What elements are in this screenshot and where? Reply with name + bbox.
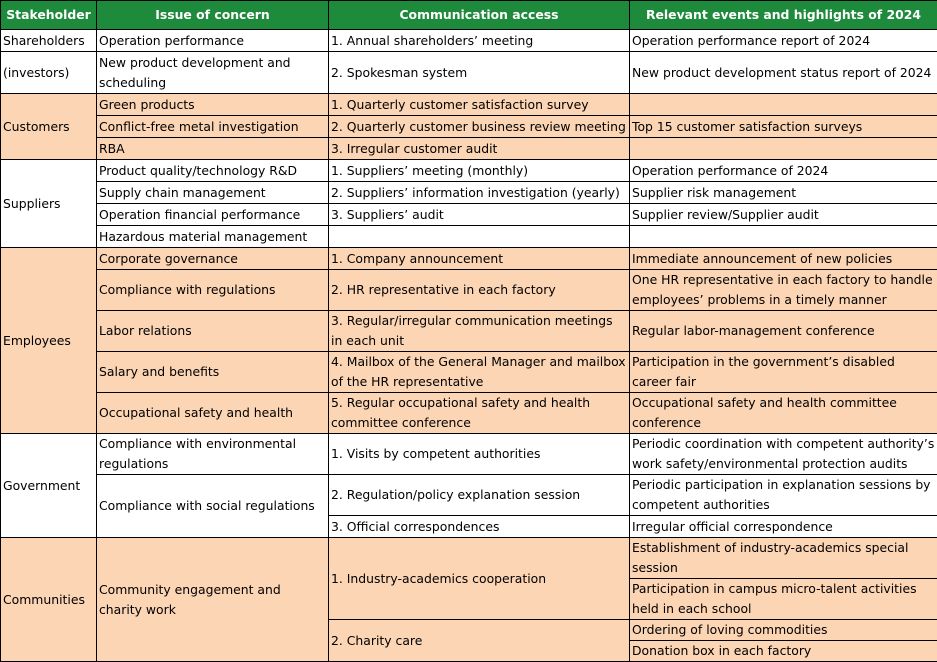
event-cell: Periodic participation in explanation sessions by competent authorities [630, 475, 937, 516]
access-cell: 3. Suppliers’ audit [329, 204, 630, 226]
event-cell: Donation box in each factory [630, 641, 937, 662]
stakeholder-cell: (investors) [1, 52, 97, 94]
access-cell: 2. Quarterly customer business review meeting [329, 116, 630, 138]
event-cell: Periodic coordination with competent authority’s work safety/environmental protection audits [630, 434, 937, 475]
event-cell: Establishment of industry-academics special session [630, 538, 937, 579]
issue-cell: Supply chain management [97, 182, 329, 204]
header-events: Relevant events and highlights of 2024 [630, 1, 937, 30]
access-cell: 2. Spokesman system [329, 52, 630, 94]
access-cell: 1. Company announcement [329, 248, 630, 270]
event-cell: Occupational safety and health committee conference [630, 393, 937, 434]
issue-cell: Compliance with environmental regulations [97, 434, 329, 475]
issue-cell: Occupational safety and health [97, 393, 329, 434]
issue-cell: Hazardous material management [97, 226, 329, 248]
issue-cell: Conflict-free metal investigation [97, 116, 329, 138]
access-cell: 3. Regular/irregular communication meetings in each unit [329, 311, 630, 352]
table-row [1, 475, 937, 516]
header-issue: Issue of concern [97, 1, 329, 30]
issue-cell: Community engagement and charity work [97, 538, 329, 662]
event-cell: Immediate announcement of new policies [630, 248, 937, 270]
event-cell: Regular labor-management conference [630, 311, 937, 352]
stakeholder-cell: Suppliers [1, 160, 97, 248]
stakeholder-cell: Employees [1, 248, 97, 434]
table-row [1, 226, 937, 248]
event-cell: Ordering of loving commodities [630, 620, 937, 641]
issue-cell: Operation performance [97, 30, 329, 52]
issue-cell: Compliance with social regulations [97, 475, 329, 538]
access-cell: 4. Mailbox of the General Manager and mailbox of the HR representative [329, 352, 630, 393]
event-cell [630, 138, 937, 160]
event-cell: Supplier review/Supplier audit [630, 204, 937, 226]
issue-cell: Product quality/technology R&D [97, 160, 329, 182]
table-row [1, 94, 937, 116]
event-cell [630, 226, 937, 248]
issue-cell: Corporate governance [97, 248, 329, 270]
issue-cell: Green products [97, 94, 329, 116]
access-cell: 3. Official correspondences [329, 516, 630, 538]
issue-cell: Labor relations [97, 311, 329, 352]
event-cell: Operation performance report of 2024 [630, 30, 937, 52]
access-cell: 5. Regular occupational safety and health committee conference [329, 393, 630, 434]
table-row [1, 538, 937, 579]
table-row [1, 311, 937, 352]
issue-cell: RBA [97, 138, 329, 160]
access-cell: 1. Quarterly customer satisfaction survey [329, 94, 630, 116]
table-row [1, 52, 937, 94]
event-cell: Irregular official correspondence [630, 516, 937, 538]
access-cell: 1. Annual shareholders’ meeting [329, 30, 630, 52]
access-cell: 2. Regulation/policy explanation session [329, 475, 630, 516]
header-row [1, 1, 937, 30]
access-cell [329, 226, 630, 248]
event-cell: Supplier risk management [630, 182, 937, 204]
table-row [1, 434, 937, 475]
table-row [1, 204, 937, 226]
event-cell: Participation in campus micro-talent activities held in each school [630, 579, 937, 620]
table-row [1, 182, 937, 204]
issue-cell: Operation financial performance [97, 204, 329, 226]
header-communication: Communication access [329, 1, 630, 30]
header-stakeholder: Stakeholder [1, 1, 97, 30]
access-cell: 3. Irregular customer audit [329, 138, 630, 160]
event-cell [630, 94, 937, 116]
access-cell: 2. HR representative in each factory [329, 270, 630, 311]
access-cell: 1. Suppliers’ meeting (monthly) [329, 160, 630, 182]
table-row [1, 352, 937, 393]
event-cell: Operation performance of 2024 [630, 160, 937, 182]
table-row [1, 116, 937, 138]
table-row [1, 138, 937, 160]
event-cell: One HR representative in each factory to handle employees’ problems in a timely manner [630, 270, 937, 311]
issue-cell: New product development and scheduling [97, 52, 329, 94]
stakeholder-cell: Government [1, 434, 97, 538]
access-cell: 2. Charity care [329, 620, 630, 662]
table-row [1, 270, 937, 311]
access-cell: 1. Industry-academics cooperation [329, 538, 630, 620]
access-cell: 2. Suppliers’ information investigation (yearly) [329, 182, 630, 204]
access-cell: 1. Visits by competent authorities [329, 434, 630, 475]
issue-cell: Salary and benefits [97, 352, 329, 393]
table-row [1, 248, 937, 270]
event-cell: Top 15 customer satisfaction surveys [630, 116, 937, 138]
stakeholder-cell: Customers [1, 94, 97, 160]
event-cell: Participation in the government’s disabled career fair [630, 352, 937, 393]
stakeholder-cell: Shareholders [1, 30, 97, 52]
issue-cell: Compliance with regulations [97, 270, 329, 311]
table-row [1, 30, 937, 52]
table-row [1, 393, 937, 434]
table-row [1, 160, 937, 182]
event-cell: New product development status report of 2024 [630, 52, 937, 94]
stakeholder-cell: Communities [1, 538, 97, 662]
